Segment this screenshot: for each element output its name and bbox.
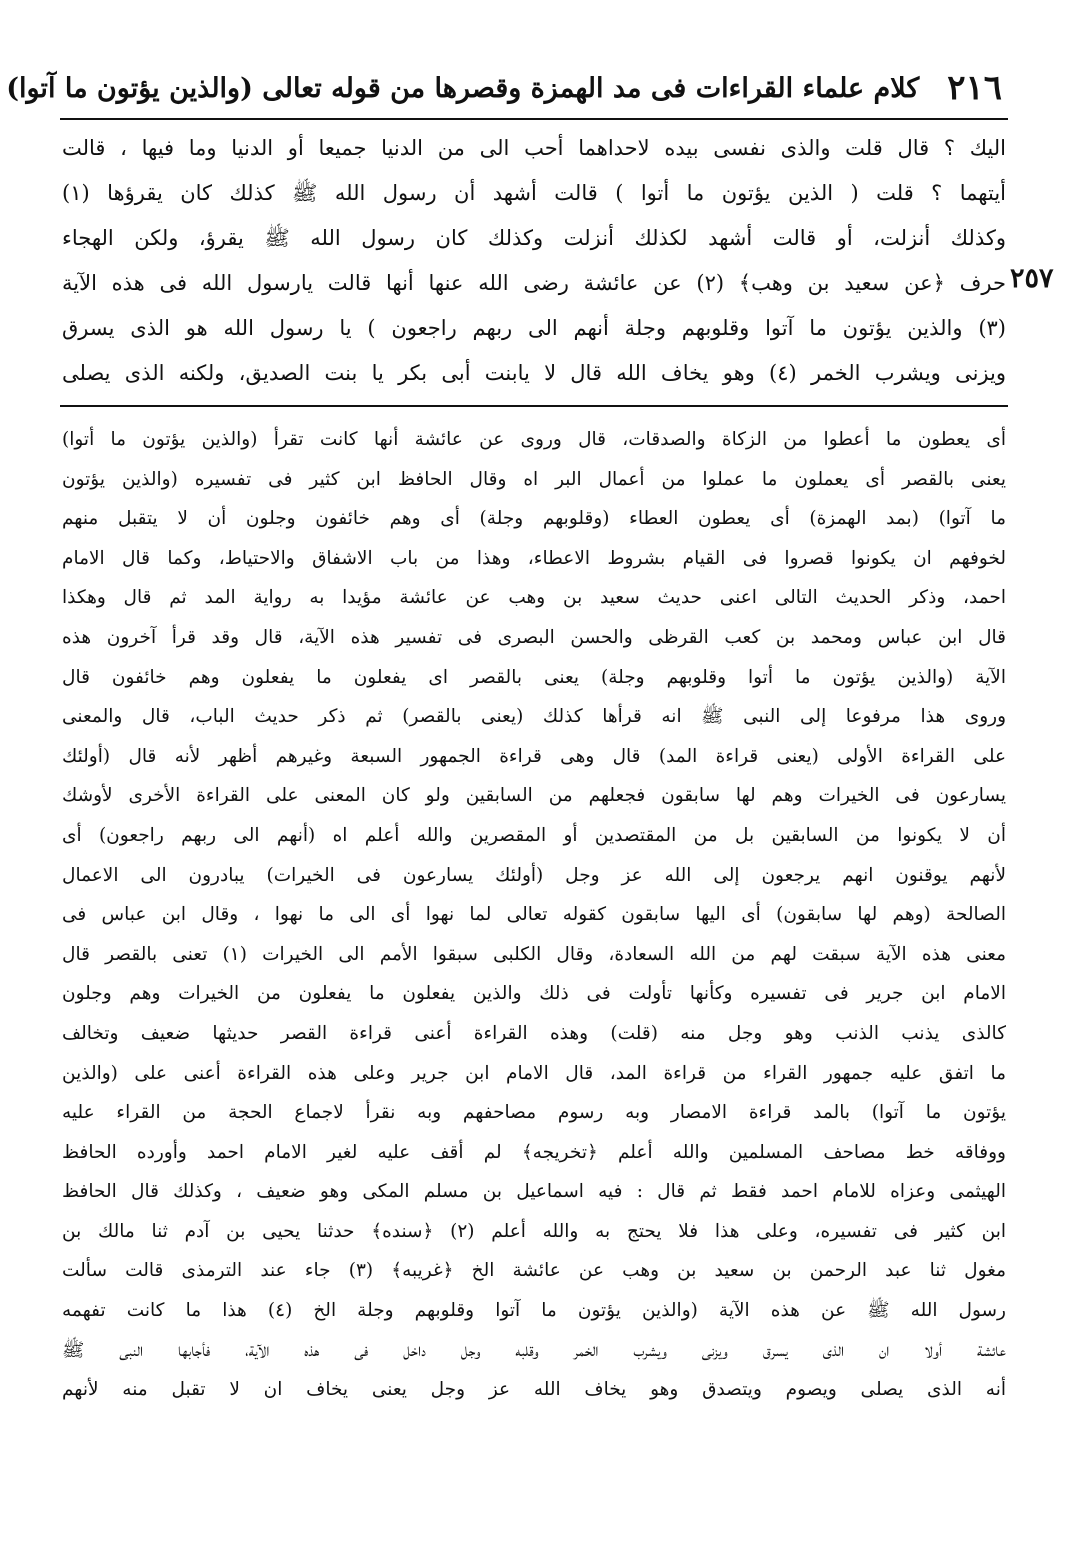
hadith-line: ويزنى ويشرب الخمر (٤) وهو يخاف الله قال لا يابنت أبى بكر يا بنت الصديق، ولكنه الذى يصلى	[62, 361, 1006, 385]
hadith-number: ٢٥٧	[1010, 263, 1054, 294]
hadith-text	[62, 126, 1006, 396]
commentary-line: الصالحة (وهم لها سابقون) أى اليها سابقون كقوله تعالى لما نهوا أى الى ما نهوا ، وقال ابن عباس فى	[62, 904, 1006, 926]
commentary-line: ما اتفق عليه جمهور القراء من قراءة المد، قال الامام ابن جرير وعلى هذه القراءة أعنى على (والذين	[62, 1062, 1006, 1084]
running-title: كلام علماء القراءات فى مد الهمزة وقصرها من قوله تعالى (والذين يؤتون ما آتوا)	[6, 72, 920, 104]
section-divider	[60, 405, 1008, 407]
commentary-line: عائشة أولا ان الذى يسرق ويزنى ويشرب الخمر وقلبه وجل داخل فى هذه الآية، فأجابها النبى ﷺ	[62, 1339, 1006, 1361]
commentary-line: ووفاقه خط مصاحف المسلمين والله أعلم ﴿تخريجه﴾ لم أقف عليه لغير الامام احمد وأورده الحافظ	[62, 1141, 1006, 1163]
commentary-line: أنه الذى يصلى ويصوم ويتصدق وهو يخاف الله عز وجل يعنى يخاف ان لا تقبل منه لأنهم	[62, 1379, 1006, 1401]
commentary-line: كالذى يذنب الذنب وهو وجل منه (قلت) وهذه القراءة أعنى قراءة القصر حديثها ضعيف وتخالف	[62, 1022, 1006, 1044]
hadith-line: أيتهما ؟ قلت ( الذين يؤتون ما أتوا ) قالت أشهد أن رسول الله ﷺ كذلك كان يقرؤها (١)	[62, 181, 1006, 205]
hadith-line: اليك ؟ قال قلت والذى نفسى بيده لاحداهما أحب الى من الدنيا جميعا أو الدنيا وما فيها ، قالت	[62, 136, 1006, 160]
header-rule	[60, 118, 1008, 120]
commentary-line: وروى هذا مرفوعا إلى النبى ﷺ انه قرأها كذلك (يعنى بالقصر) ثم ذكر حديث الباب، قال والمعنى	[62, 706, 1006, 728]
commentary-line: على القراءة الأولى (يعنى قراءة المد) قال وهى قراءة الجمهور السبعة وغيرهم أظهر لأنه قال (أولئك	[62, 745, 1006, 767]
page-header	[6, 62, 1002, 114]
commentary-line: قال ابن عباس ومحمد بن كعب القرظى والحسن البصرى فى تفسير هذه الآية، قال وقد قرأ آخرون هذه	[62, 626, 1006, 648]
commentary-line: الآية (والذين يؤتون ما أتوا وقلوبهم وجلة) يعنى بالقصر اى يفعلون ما يفعلون وهم خائفون قال	[62, 666, 1006, 688]
commentary-line: لأنهم يوقنون انهم يرجعون إلى الله عز وجل (أولئك يسارعون فى الخيرات) يبادرون الى الاعمال	[62, 864, 1006, 886]
commentary-line: ابن كثير فى تفسيره، وعلى هذا فلا يحتج به والله أعلم (٢) ﴿سنده﴾ حدثنا يحيى بن آدم ثنا مالك بن	[62, 1220, 1006, 1242]
commentary-line: لخوفهم ان يكونوا قصروا فى القيام بشروط الاعطاء، وهذا من باب الاشفاق والاحتياط، وكما قال الامام	[62, 547, 1006, 569]
commentary-line: الهيثمى وعزاه للامام احمد فقط ثم قال : فيه اسماعيل بن مسلم المكى وهو ضعيف ، وكذلك قال الحافظ	[62, 1181, 1006, 1203]
page-number: ٢١٦	[947, 68, 1002, 108]
commentary-line: أى يعطون ما أعطوا من الزكاة والصدقات، قال وروى عن عائشة أنها كانت تقرأ (والذين يؤتون ما أتوا)	[62, 429, 1006, 450]
hadith-line: (٣) والذين يؤتون ما آتوا وقلوبهم وجلة أنهم الى ربهم راجعون ) يا رسول الله هو الذى يسرق	[62, 316, 1006, 340]
hadith-line: وكذلك أنزلت، أو قالت أشهد لكذلك أنزلت وكذلك كان رسول الله ﷺ يقرؤ، ولكن الهجاء	[62, 226, 1006, 250]
commentary-line: احمد، وذكر الحديث التالى اعنى حديث سعيد بن وهب عن عائشة مؤيدا به رواية المد ثم قال وهكذا	[62, 587, 1006, 609]
commentary-line: مغول ثنا عبد الرحمن بن سعيد بن وهب عن عائشة الخ ﴿غريبه﴾ (٣) جاء عند الترمذى قالت سألت	[62, 1260, 1006, 1282]
hadith-line: حرف ﴿عن سعيد بن وهب﴾ (٢) عن عائشة رضى الله عنها أنها قالت يارسول الله فى هذه الآية	[62, 271, 1006, 295]
commentary-line: يؤتون ما آتوا) بالمد قراءة الامصار وبه رسوم مصاحفهم وبه نقرأ لاجماع الحجة من القراء عليه	[62, 1102, 1006, 1124]
commentary-line: يعنى بالقصر أى يعملون ما عملوا من أعمال البر اه وقال الحافظ ابن كثير فى تفسيره (والذين يؤتون	[62, 468, 1006, 490]
commentary-line: أن لا يكونوا من السابقين بل من المقتصدين أو المقصرين والله أعلم اه (أنهم الى ربهم راجعون) أى	[62, 824, 1006, 846]
commentary-line: ما آتوا) (بمد الهمزة) أى يعطون العطاء (وقلوبهم وجلة) أى وهم خائفون وجلون أن لا يتقبل منهم	[62, 508, 1006, 530]
commentary-line: معنى هذه الآية سبقت لهم من الله السعادة، وقال الكلبى سبقوا الأمم الى الخيرات (١) تعنى بالقصر قال	[62, 943, 1006, 965]
commentary-line: الامام ابن جرير فى تفسيره وكأنها تأولت فى ذلك والذين يفعلون ما يفعلون من الخيرات وهم وجلون	[62, 983, 1006, 1005]
commentary-line: رسول الله ﷺ عن هذه الآية (والذين يؤتون ما آتوا وقلوبهم وجلة الخ (٤) هذا ما كانت تفهمه	[62, 1300, 1006, 1322]
commentary-text	[62, 420, 1006, 1410]
commentary-line: يسارعون فى الخيرات وهم لها سابقون فجعلهم من السابقين ولو كان المعنى على القراءة الأخرى لأوشك	[62, 785, 1006, 807]
